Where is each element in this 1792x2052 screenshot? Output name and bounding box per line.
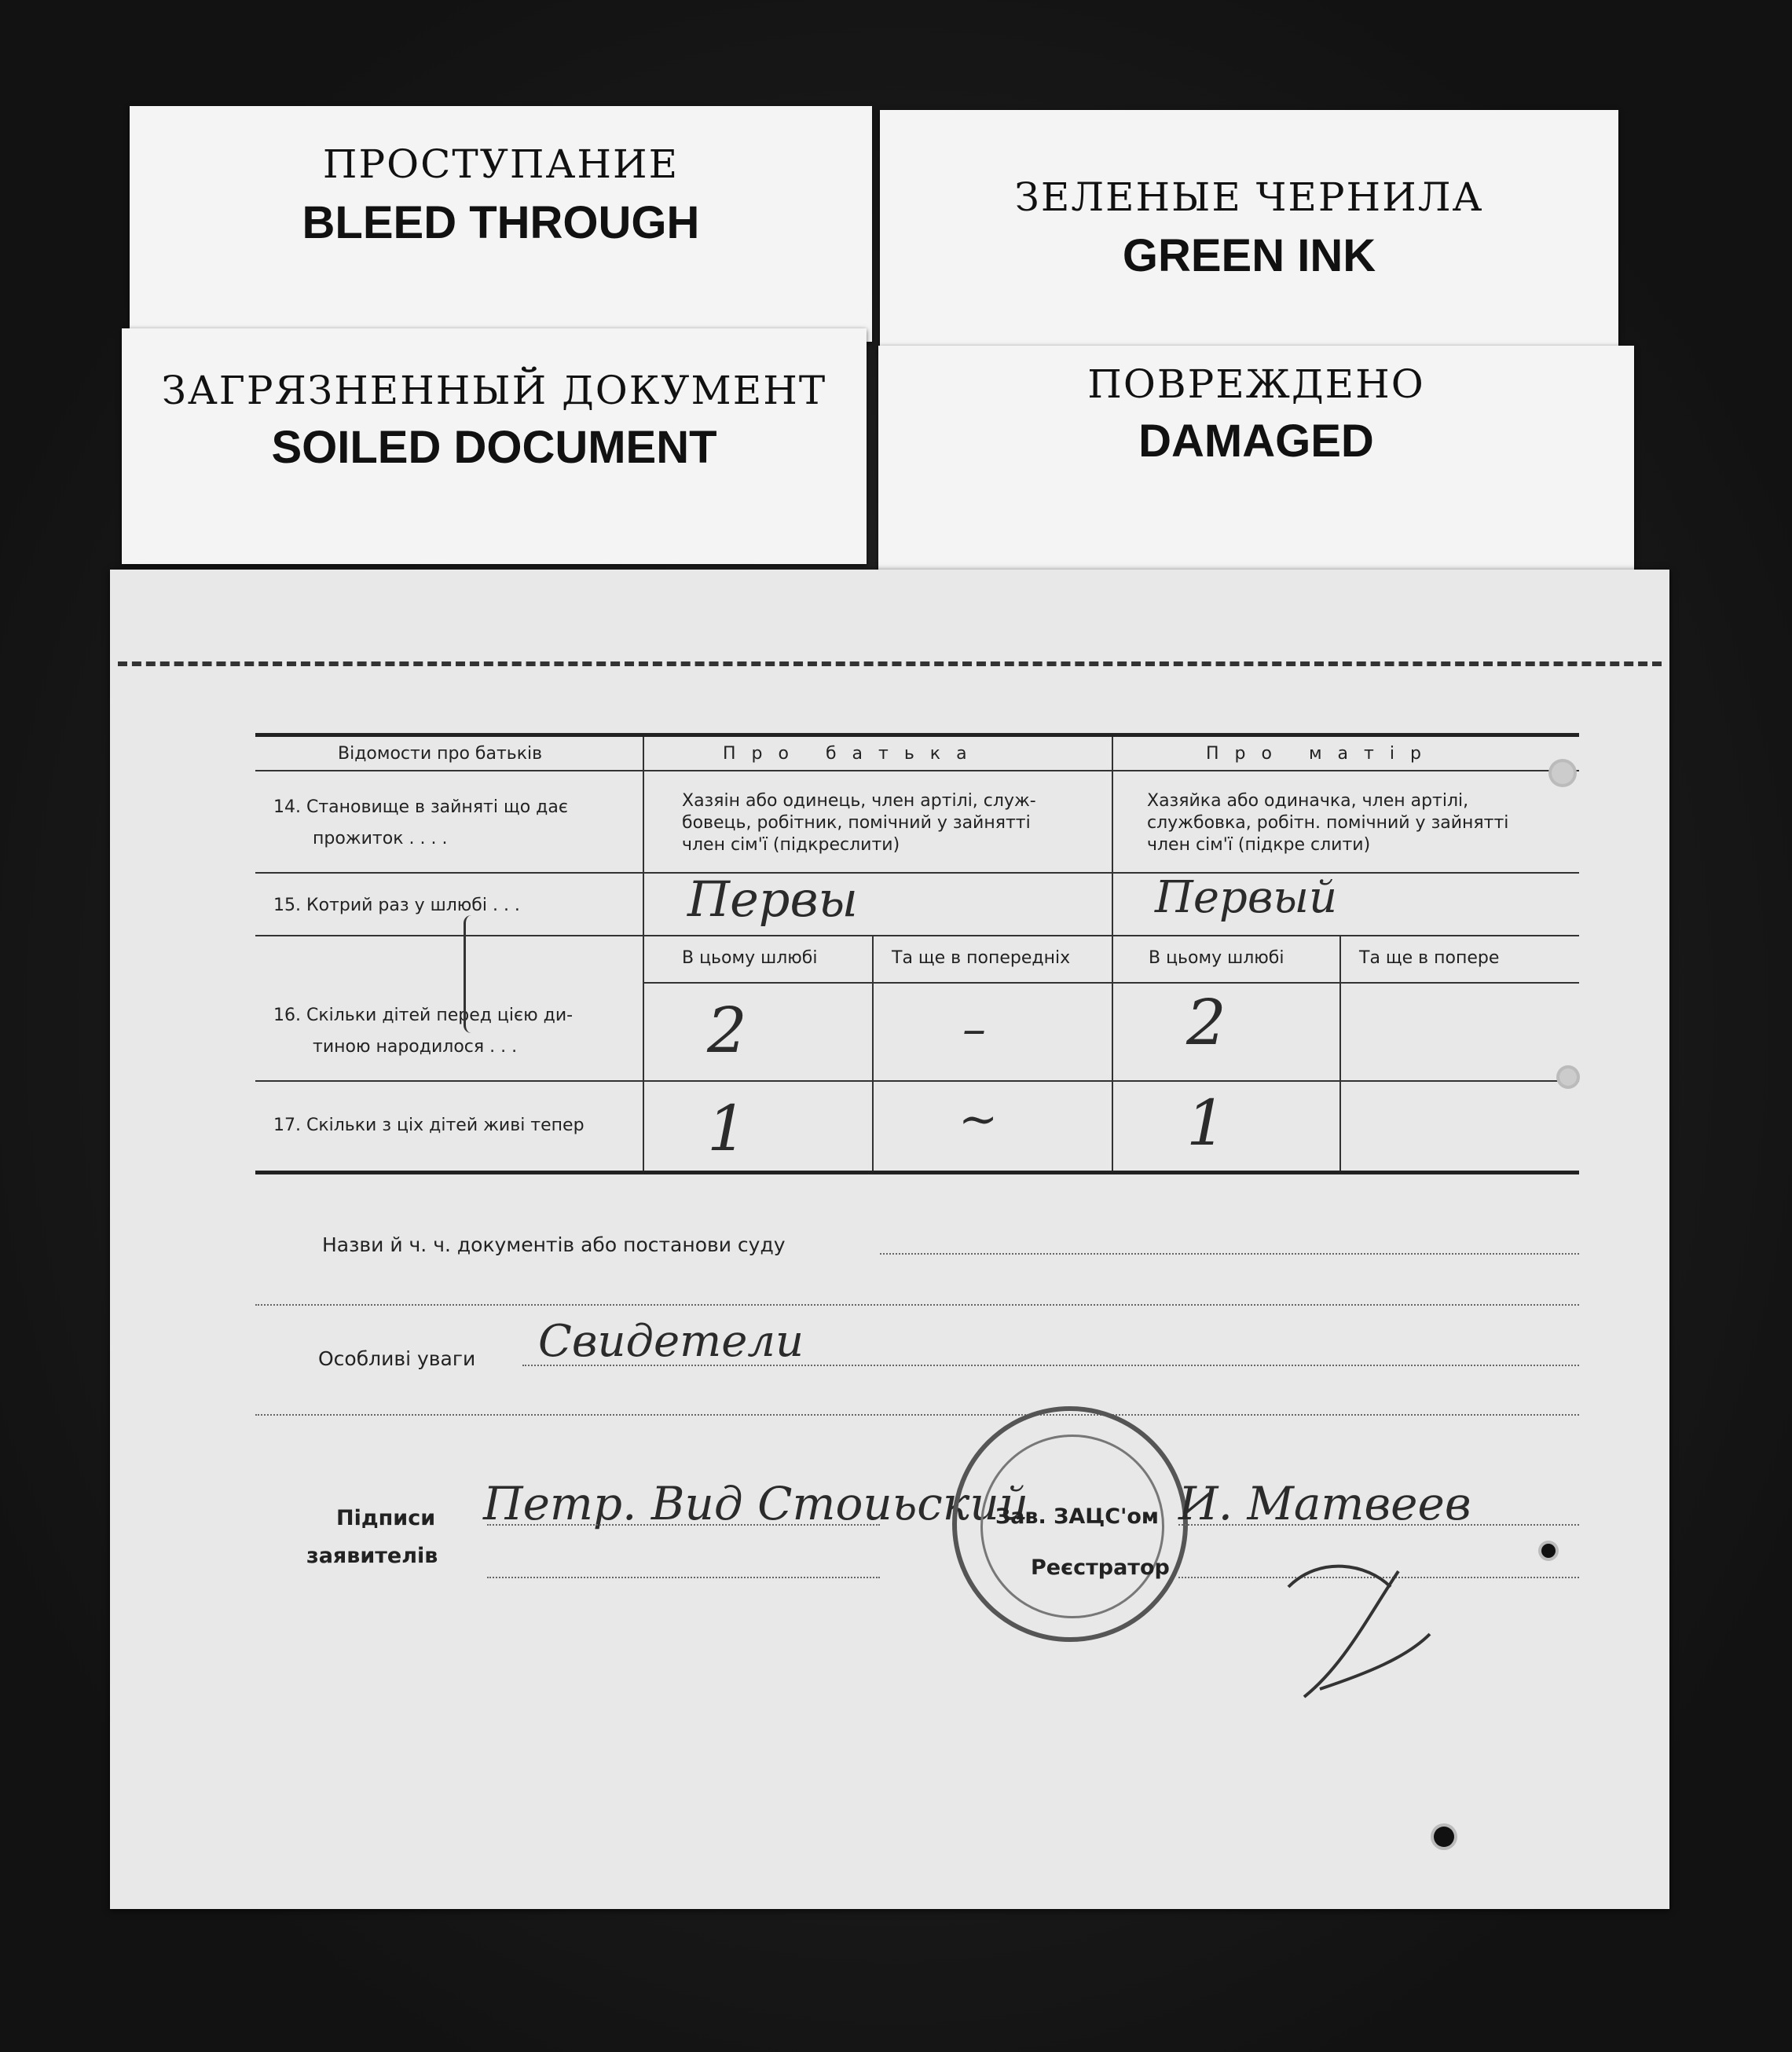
bleed-through-ru: ПРОСТУПАНИЕ [322,141,680,187]
damaged-slip [878,346,1634,573]
row15-father-value: Первы [687,870,859,928]
row14-label-line2: прожиток . . . . [313,829,448,848]
row17-label: 17. Скільки з ціх дітей живі тепер [273,1116,585,1135]
table-column-line [872,935,874,1171]
green-ink-ru: ЗЕЛЕНЫЕ ЧЕРНИЛА [1014,174,1484,220]
documents-line-2 [255,1304,1579,1306]
notes-label: Особливі уваги [318,1347,476,1370]
registrar-signature-mark [1273,1540,1438,1705]
registrar-label: Реєстратор [1031,1555,1170,1580]
green-ink-slip [880,110,1618,354]
row14-mother-line3: член сім'ї (підкре слити) [1147,835,1371,855]
soiled-document-slip [122,328,867,564]
row14-father-line2: бовець, робітник, помічний у зайнятті [682,813,1031,833]
soiled-document-ru: ЗАГРЯЗНЕННЫЙ ДОКУМЕНТ [161,368,827,413]
row16-mother-this: 2 [1186,986,1226,1059]
subheader-previous-father: Та ще в попередніх [892,948,1071,968]
bleed-through-en: BLEED THROUGH [302,197,700,248]
table-divider [255,1080,1579,1082]
punch-hole [1552,762,1574,784]
documents-label: Назви й ч. ч. документів або постанови суду [322,1233,786,1256]
table-divider [643,982,1579,984]
table-column-line [1339,935,1341,1171]
table-column-line [643,737,644,1171]
subheader-previous-mother: Та ще в попере [1359,948,1500,968]
table-top-border [255,733,1579,737]
head-signature: И. Матвеев [1178,1477,1471,1530]
table-column-line [1112,737,1113,1171]
row16-father-this: 2 [707,994,747,1067]
table-divider [255,872,1579,874]
applicant-signature-line [487,1524,880,1526]
damaged-en: DAMAGED [1138,416,1374,467]
subheader-this-marriage-father: В цьому шлюбі [682,948,818,968]
row16-father-previous: – [962,1002,986,1057]
signatures-label-line2: заявителів [306,1544,438,1568]
row16-label-line2: тиною народилося . . . [313,1037,518,1057]
perforation-line [118,661,1662,666]
notes-value: Свидетели [538,1316,804,1367]
soiled-document-en: SOILED DOCUMENT [271,422,717,473]
row14-father-line3: член сім'ї (підкреслити) [682,835,900,855]
signatures-brace [464,915,477,1033]
row17-mother-this: 1 [1186,1086,1226,1160]
row14-label-line1: 14. Становище в зайняті що дає [273,797,568,817]
applicant-signature: Петр. Вид Стоиьский [483,1477,1029,1530]
notes-line-2 [255,1414,1579,1416]
head-label: Зав. ЗАЦС'ом [995,1504,1159,1529]
row14-father-line1: Хазяін або одинець, член артілі, служ- [682,791,1036,811]
row14-mother-line1: Хазяйка або одиначка, член артілі, [1147,791,1469,811]
punch-hole [1434,1827,1454,1847]
applicant-signature-line-2 [487,1577,880,1578]
row14-mother-line2: службовка, робітн. помічний у зайнятті [1147,813,1509,833]
table-divider [255,935,1579,936]
damaged-ru: ПОВРЕЖДЕНО [1087,361,1425,407]
header-father: Про батька [723,744,983,764]
row17-father-this: 1 [707,1092,747,1165]
row15-label: 15. Котрий раз у шлюбі . . . [273,896,520,915]
table-bottom-border [255,1171,1579,1174]
registration-form-page [110,570,1669,1909]
punch-hole [1559,1068,1577,1086]
table-divider [255,770,1579,771]
punch-hole [1541,1544,1556,1558]
row15-mother-value: Первый [1155,872,1338,923]
signatures-label-line1: Підписи [336,1506,436,1530]
head-signature-line [1178,1524,1579,1526]
bleed-through-slip [130,106,872,342]
green-ink-en: GREEN INK [1122,230,1376,281]
notes-line [522,1365,1579,1366]
subheader-this-marriage-mother: В цьому шлюбі [1149,948,1284,968]
row17-father-previous: ~ [958,1092,999,1147]
header-parents-info: Відомости про батьків [338,744,543,764]
row16-label-line1: 16. Скільки дітей перед цією ди- [273,1006,574,1025]
header-mother: Про матір [1206,744,1437,764]
documents-line [880,1253,1579,1255]
